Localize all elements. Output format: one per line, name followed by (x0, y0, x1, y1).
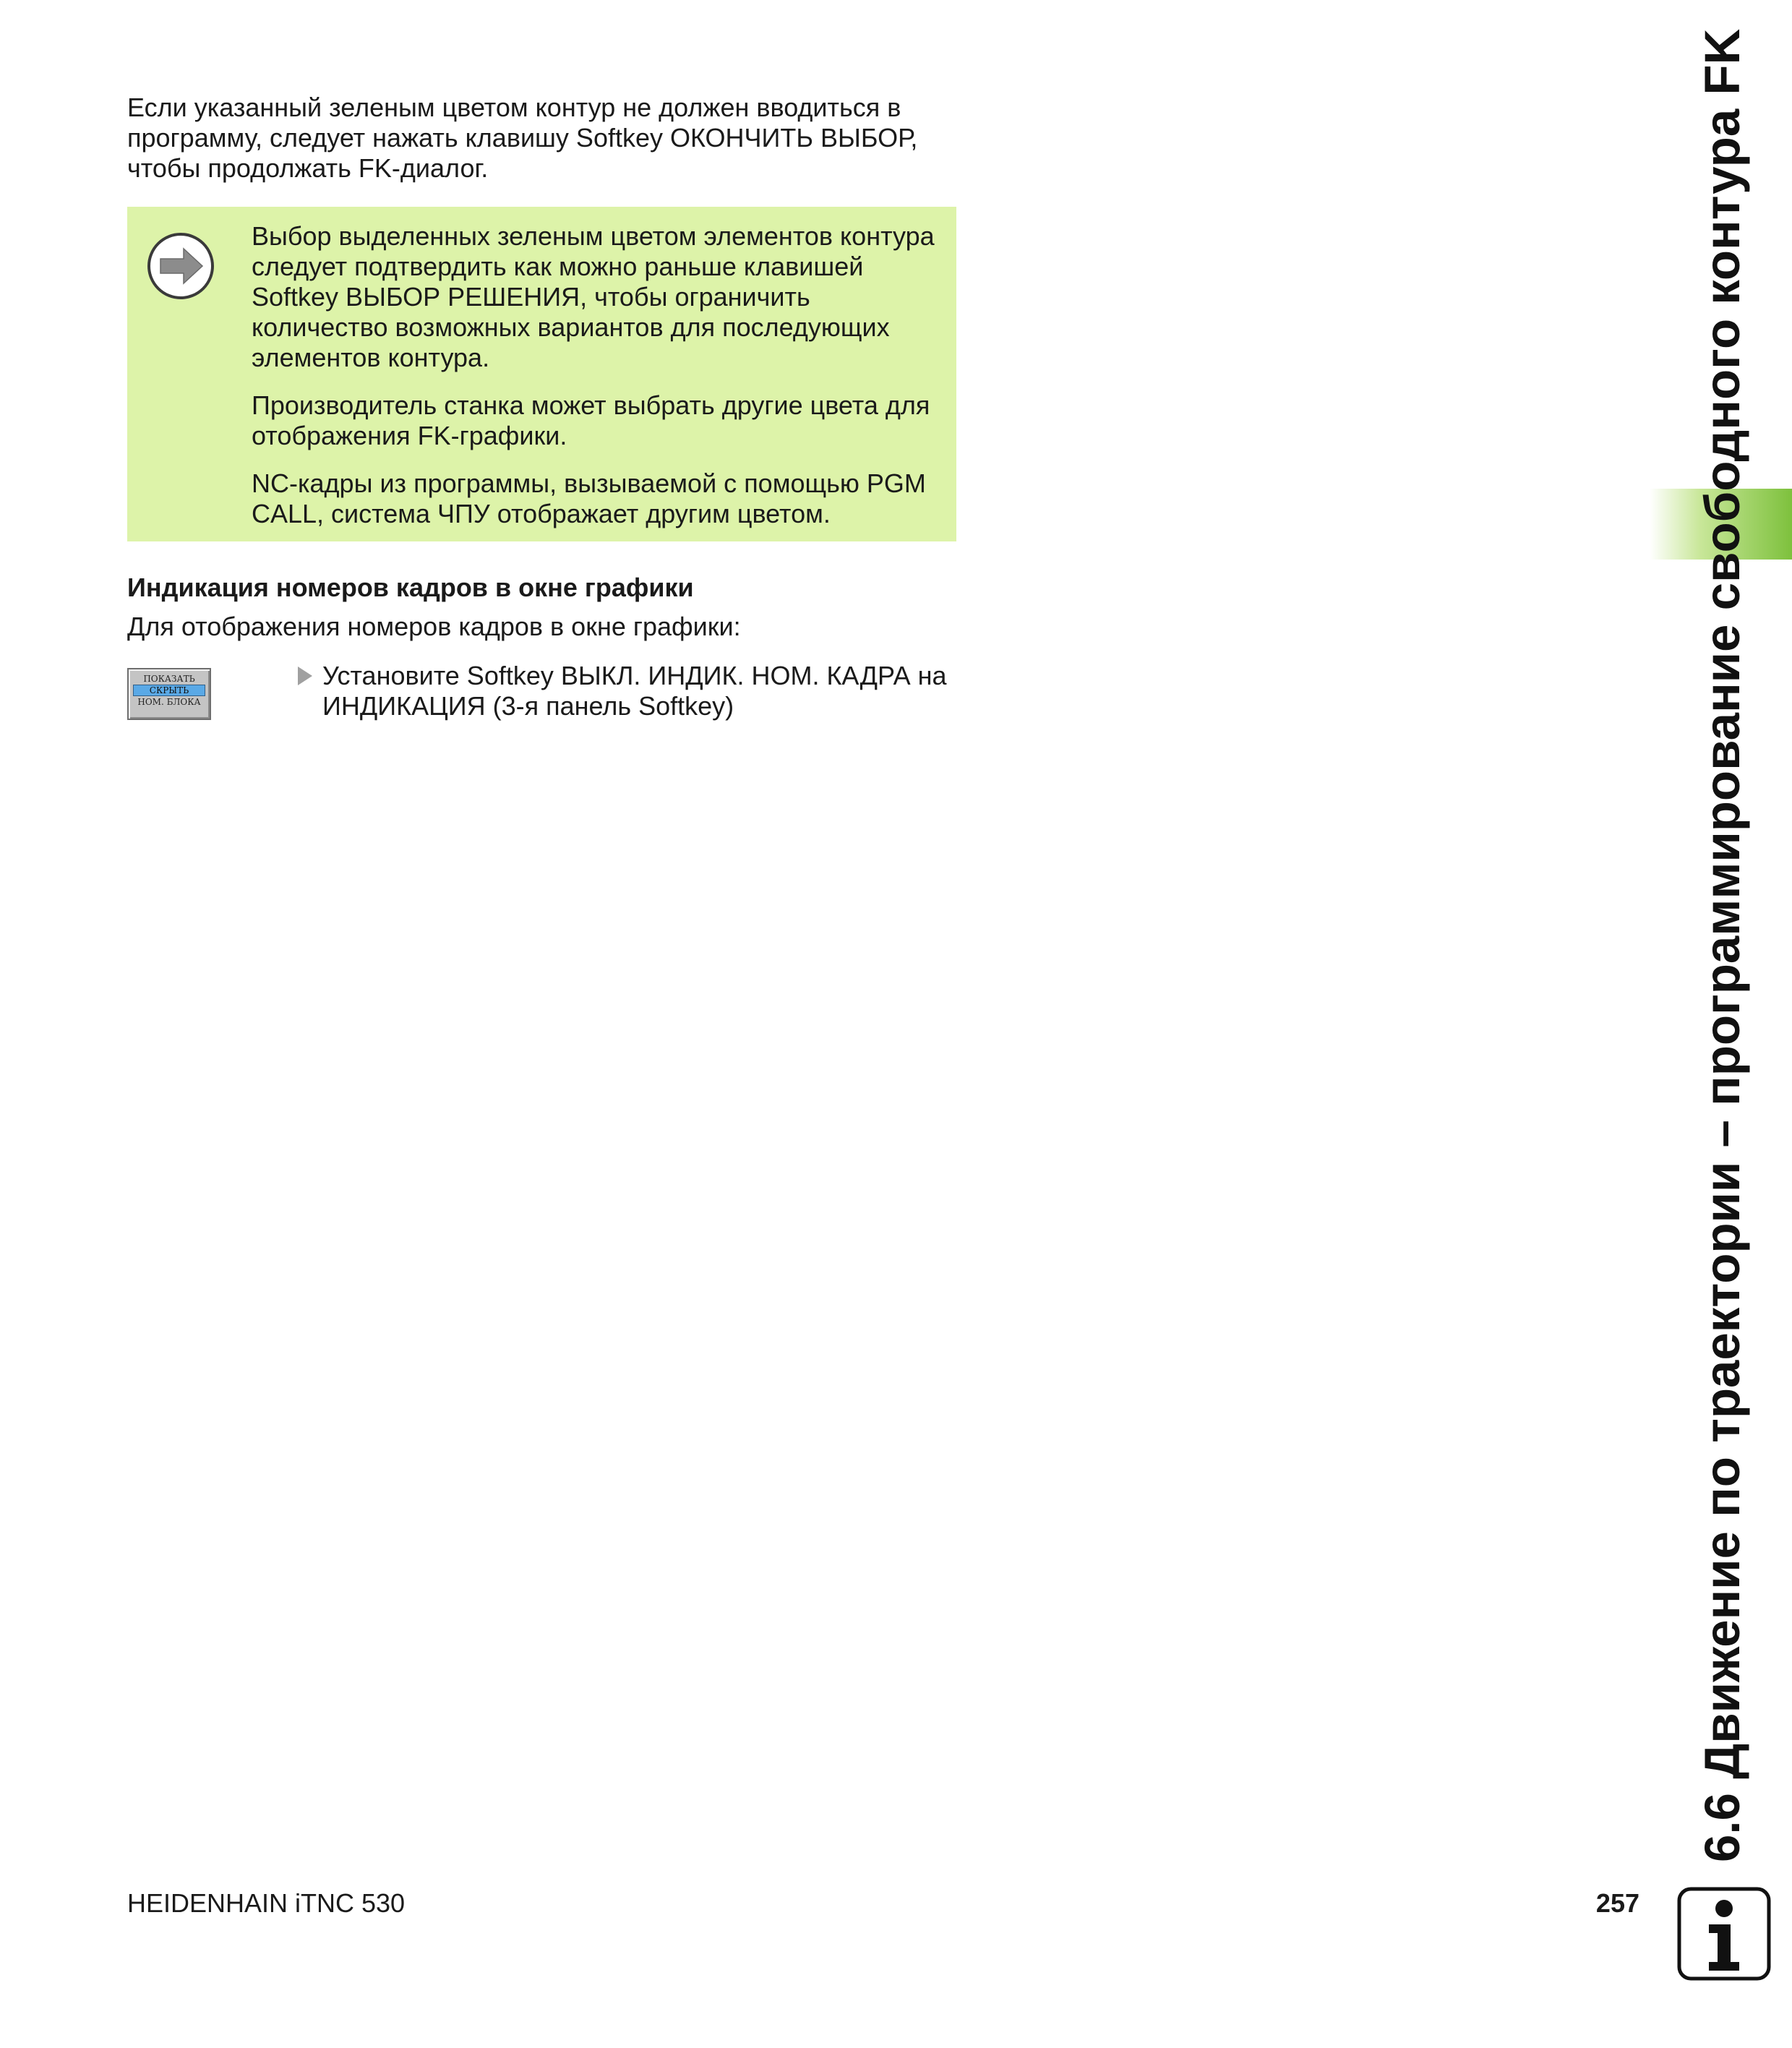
note-box (127, 207, 956, 541)
info-icon (1677, 1887, 1771, 1981)
step-arrow-icon (298, 667, 312, 685)
page-number: 257 (1595, 1888, 1639, 1918)
show-hide-block-number-softkey (127, 668, 211, 720)
softkey-line-block-number: НОМ. БЛОКА (137, 697, 201, 707)
section-heading: Индикация номеров кадров в окне графики (127, 573, 694, 602)
softkey-line-show: ПОКАЗАТЬ (143, 674, 195, 684)
chapter-title: 6.6 Движение по траектории – программирование свободного контура FK (1694, 28, 1750, 1862)
section-intro: Для отображения номеров кадров в окне графики: (127, 612, 741, 641)
note-paragraph: Производитель станка может выбрать другие цвета для отображения FK-графики. (252, 390, 930, 450)
step-text: Установите Softkey ВЫКЛ. ИНДИК. НОМ. КАДРА на ИНДИКАЦИЯ (3-я панель Softkey) (322, 661, 947, 721)
softkey-line-hide: СКРЫТЬ (133, 685, 205, 696)
note-paragraph: NC-кадры из программы, вызываемой с помощью PGM CALL, система ЧПУ отображает другим цветом. (252, 468, 926, 528)
note-paragraph: Выбор выделенных зеленым цветом элементов контура следует подтвердить как можно раньше клавишей Softkey ВЫБОР РЕШЕНИЯ, чтобы ограничить количество возможных вариантов для последующих элементов контура. (252, 221, 935, 372)
note-text (252, 221, 938, 547)
footer-product: HEIDENHAIN iTNC 530 (127, 1888, 406, 1918)
intro-paragraph: Если указанный зеленым цветом контур не должен вводиться в программу, следует нажать клавишу Softkey ОКОНЧИТЬ ВЫБОР, чтобы продолжать FK-диалог. (127, 93, 918, 183)
arrow-right-circle-icon (146, 231, 215, 301)
